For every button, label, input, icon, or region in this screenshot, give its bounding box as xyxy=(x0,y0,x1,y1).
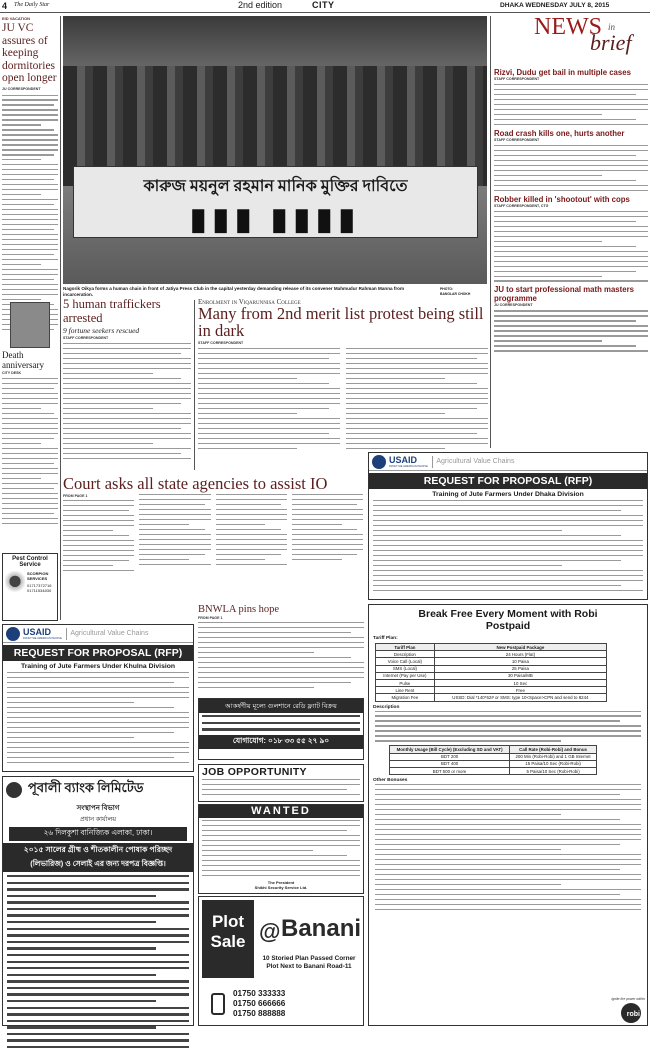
table-row xyxy=(390,760,597,767)
bonus-cell: 15 Paisa/10 Sec (Robi-Robi) xyxy=(510,760,597,767)
portrait-photo xyxy=(10,302,50,348)
bank-address: ২৬ দিলকুশা বানিজ্যিক এলাকা, ঢাকা। xyxy=(9,827,187,841)
robi-footer xyxy=(369,997,647,1025)
photo-credit: BANGLAR CHOKH xyxy=(440,292,471,296)
table-row xyxy=(376,687,607,694)
wanted-ad xyxy=(198,804,364,894)
plot-word: Plot xyxy=(211,912,245,931)
tariff-table xyxy=(375,643,607,702)
notice-title: ২০১৫ সালের গ্রীষ্ম ও শীতকালীন পোষাক পরিচ্ছদ xyxy=(3,843,193,858)
bank-office: প্রধান কার্যালয় xyxy=(79,816,116,823)
story-byline: FROM PAGE 1 xyxy=(63,494,88,498)
brief-item xyxy=(494,285,648,351)
rfp-title: REQUEST FOR PROPOSAL (RFP) xyxy=(369,473,647,489)
bnwla-story xyxy=(198,604,364,696)
story-headline: Many from 2nd merit list protest being still in dark xyxy=(198,304,484,340)
photo-credit-label: PHOTO: xyxy=(440,287,454,291)
traffickers-story xyxy=(63,298,191,472)
robi-headline: Break Free Every Moment with Robi Postpaid xyxy=(418,608,598,632)
notice-subtitle: (লিভারিজ) ও সেলাই এর জন্য দরপত্র বিজ্ঞপ্তি। xyxy=(3,858,193,872)
tariff-cell: Pulse xyxy=(376,679,435,686)
story-body xyxy=(63,343,191,459)
tariff-cell: SMS (Local) xyxy=(376,665,435,672)
brief-byline: JU CORRESPONDENT xyxy=(494,303,533,308)
pubali-bank-ad xyxy=(2,776,194,1026)
wanted-signatory: The President xyxy=(267,879,295,885)
banner-text: কারুজ ময়নুল রহমান মানিক মুক্তির দাবিতে xyxy=(143,178,408,195)
tariff-cell: 10 Paisa xyxy=(434,658,606,665)
human-chain-photo xyxy=(63,16,487,284)
tariff-cell: Description xyxy=(376,651,435,658)
photo-caption: Nagorik Oikya forms a human chain in front of Jatiya Press Club in the capital yesterday demanding release of its convener Mahmudur Rahman Manna from incarceration. xyxy=(63,286,405,297)
description-label: Description xyxy=(373,704,400,710)
job-title: JOB OPPORTUNITY xyxy=(202,766,307,778)
tariff-cell: Internet (Pay per Use) xyxy=(376,672,435,679)
usaid-logo: USAID xyxy=(389,454,418,465)
tariff-cell: Migration Fee xyxy=(376,694,435,701)
brief-body xyxy=(494,84,648,125)
story-headline: BNWLA pins hope xyxy=(198,604,280,615)
phone-number: 01750 666666 xyxy=(233,999,286,1008)
brief-title-word: NEWS xyxy=(534,14,602,40)
court-story xyxy=(63,475,363,599)
story-body xyxy=(2,95,58,330)
story-headline: Death anniversary xyxy=(2,350,44,370)
story-body xyxy=(139,494,210,575)
bonus-cell: BDT 200 xyxy=(390,753,510,760)
phone-icon xyxy=(211,993,225,1015)
ad-title: আকর্ষণীয় মূল্যে গুলশানে রেডি ফ্ল্যাট বিক্রয় xyxy=(199,699,363,713)
tariff-cell: USSD: Dial *140*62# or SMS: type 10<Space>CPN and send to 8244 xyxy=(434,694,606,701)
ad-contact: যোগাযোগ: ০১৮ ৩৩ ৫৫ ২৭ ৯০ xyxy=(199,735,363,749)
column-rule xyxy=(60,16,61,620)
death-anniversary-story xyxy=(2,302,58,548)
sale-word: Sale xyxy=(210,932,246,951)
story-headline: JU VC assures of keeping dormitories open longer xyxy=(2,22,57,84)
brief-item xyxy=(494,195,648,282)
story-body xyxy=(216,494,287,575)
story-headline: Court asks all state agencies to assist IO xyxy=(63,474,328,493)
protest-banner: কারুজ ময়নুল রহমান মানিক মুক্তির দাবিতে ▮▮▮ ▮▮▮▮ xyxy=(73,166,478,238)
ad-phone: 01717372716 xyxy=(27,583,52,588)
usaid-rfp-dhaka-ad xyxy=(368,452,648,600)
bonus-cell: 200 Min (Robi-Robi) and 1 GB Internet xyxy=(510,753,597,760)
section-name: CITY xyxy=(312,0,335,10)
rfp-body xyxy=(369,500,647,591)
tariff-header: New Postpaid Package xyxy=(434,644,606,651)
column-rule xyxy=(490,16,491,448)
brief-item xyxy=(494,68,648,125)
tariff-label: Tariff Plan: xyxy=(373,636,398,641)
ad-phone: 01711534830 xyxy=(27,588,52,593)
story-body xyxy=(63,500,134,571)
usaid-seal-icon xyxy=(6,627,20,641)
story-body xyxy=(292,494,363,575)
robi-tagline: ignite the power within xyxy=(611,997,645,1001)
brief-headline: Road crash kills one, hurts another xyxy=(494,128,625,138)
paper-name: The Daily Star xyxy=(14,2,50,8)
brief-byline: STAFF CORRESPONDENT, CTG xyxy=(494,203,549,208)
area-name: Banani xyxy=(281,915,362,942)
bonus-cell: 5 Paisa/10 Sec (Robi-Robi) xyxy=(510,767,597,774)
story-kicker: EID VACATION xyxy=(2,16,31,21)
wanted-body xyxy=(199,818,363,876)
story-body xyxy=(2,378,58,524)
plot-sale-badge xyxy=(202,900,254,978)
eid-vacation-story xyxy=(2,16,58,344)
usaid-rfp-khulna-ad xyxy=(2,624,194,772)
story-subhead: 9 fortune seekers rescued xyxy=(63,326,140,335)
brief-body xyxy=(494,211,648,282)
rfp-subtitle: Training of Jute Farmers Under Khulna Division xyxy=(20,663,176,670)
story-byline: STAFF CORRESPONDENT xyxy=(198,341,244,345)
story-headline: 5 human traffickers arrested xyxy=(63,297,161,325)
bank-name: পূবালী ব্যাংক লিমিটেড xyxy=(28,780,144,795)
masthead-rule xyxy=(0,12,650,13)
usaid-logo-sub: FROM THE AMERICAN PEOPLE xyxy=(23,636,62,640)
program-name: Agricultural Value Chains xyxy=(70,630,149,637)
brief-item xyxy=(494,129,648,191)
banani-plot-ad xyxy=(198,896,364,1026)
usaid-logo: USAID xyxy=(23,626,52,637)
ad-title: Pest Control Service xyxy=(12,556,48,568)
bank-logo-icon xyxy=(6,782,22,798)
tariff-cell: 10 Sec xyxy=(434,679,606,686)
job-body xyxy=(199,779,363,795)
tariff-cell: 30 Paisa/MB xyxy=(434,672,606,679)
brief-title-suffix: in xyxy=(608,22,616,32)
story-byline: CITY DESK xyxy=(2,371,22,375)
tariff-cell: Line Rent xyxy=(376,687,435,694)
brief-body xyxy=(494,145,648,191)
robi-brand: robi xyxy=(626,1011,640,1018)
story-kicker: Enrolment in Viqarunnisa College xyxy=(198,298,301,306)
brief-body xyxy=(494,310,648,351)
story-byline: FROM PAGE 1 xyxy=(198,616,223,620)
tariff-cell: 25 Paisa xyxy=(434,665,606,672)
dateline: DHAKA WEDNESDAY JULY 8, 2015 xyxy=(500,2,610,9)
tariff-cell: Free xyxy=(434,687,606,694)
bonus-header: Monthly Usage (Bill Cycle) (Excluding SD and VAT) xyxy=(390,746,510,753)
table-row xyxy=(376,658,607,665)
page-number: 4 xyxy=(2,1,8,11)
story-body xyxy=(198,348,340,453)
news-in-brief xyxy=(494,14,648,450)
at-sign: @ xyxy=(259,919,281,944)
notice-body xyxy=(3,872,193,1056)
story-body xyxy=(198,622,364,688)
rfp-subtitle: Training of Jute Farmers Under Dhaka Division xyxy=(432,491,584,498)
phone-number: 01750 333333 xyxy=(233,989,286,998)
table-row xyxy=(376,665,607,672)
brief-title xyxy=(494,14,648,54)
brief-title-word2: brief xyxy=(590,30,632,55)
column-rule xyxy=(194,300,195,470)
table-row xyxy=(376,679,607,686)
tariff-header: Tariff Plan xyxy=(376,644,435,651)
table-row xyxy=(390,767,597,774)
program-name: Agricultural Value Chains xyxy=(436,458,515,465)
wanted-company: Shikhi Security Service Ltd. xyxy=(254,884,308,890)
brief-headline: Robber killed in 'shootout' with cops xyxy=(494,194,630,204)
description-body xyxy=(369,711,647,742)
brief-headline: Rizvi, Dudu get bail in multiple cases xyxy=(494,68,631,77)
other-bonuses-label: Other Bonuses xyxy=(373,778,408,784)
brief-byline: STAFF CORRESPONDENT xyxy=(494,77,540,81)
rfp-body xyxy=(3,672,193,763)
story-body xyxy=(346,348,488,453)
wanted-title: WANTED xyxy=(199,805,363,818)
edition-label: 2nd edition xyxy=(238,0,283,10)
bug-icon xyxy=(5,571,25,597)
bangla-flat-ad xyxy=(198,698,364,760)
plot-description: 10 Storied Plan Passed Corner Plot Next to Banani Road-11 xyxy=(262,955,356,970)
bonus-header: Call Rate (Robi-Robi) and Bonus xyxy=(510,746,597,753)
tariff-cell: 24 Hours (Flat) xyxy=(434,651,606,658)
phone-number: 01750 888888 xyxy=(233,1009,286,1018)
table-row xyxy=(376,651,607,658)
other-bonuses-body xyxy=(369,784,647,910)
tariff-cell: Voice Call (Local) xyxy=(376,658,435,665)
robi-postpaid-ad xyxy=(368,604,648,1026)
story-byline: STAFF CORRESPONDENT xyxy=(63,336,109,340)
usaid-logo-sub: FROM THE AMERICAN PEOPLE xyxy=(389,464,428,468)
masthead xyxy=(0,0,650,12)
ad-body xyxy=(199,713,363,731)
table-row xyxy=(390,753,597,760)
ad-company: SCORPION SERVICES xyxy=(27,571,49,581)
bonus-cell: BDT 400 xyxy=(390,760,510,767)
table-row xyxy=(376,694,607,701)
brief-byline: STAFF CORRESPONDENT xyxy=(494,137,540,142)
story-byline: JU CORRESPONDENT xyxy=(2,86,41,91)
bonus-table xyxy=(389,745,597,775)
pest-control-ad xyxy=(2,553,58,621)
table-row xyxy=(376,672,607,679)
usaid-seal-icon xyxy=(372,455,386,469)
brief-headline: JU to start professional math masters programme xyxy=(494,285,634,304)
job-opportunity-ad xyxy=(198,764,364,802)
rfp-title: REQUEST FOR PROPOSAL (RFP) xyxy=(3,645,193,661)
bonus-cell: BDT 500 or more xyxy=(390,767,510,774)
bank-dept: সংস্থাপন বিভাগ xyxy=(76,804,120,812)
viqarunnisa-story xyxy=(198,298,488,472)
